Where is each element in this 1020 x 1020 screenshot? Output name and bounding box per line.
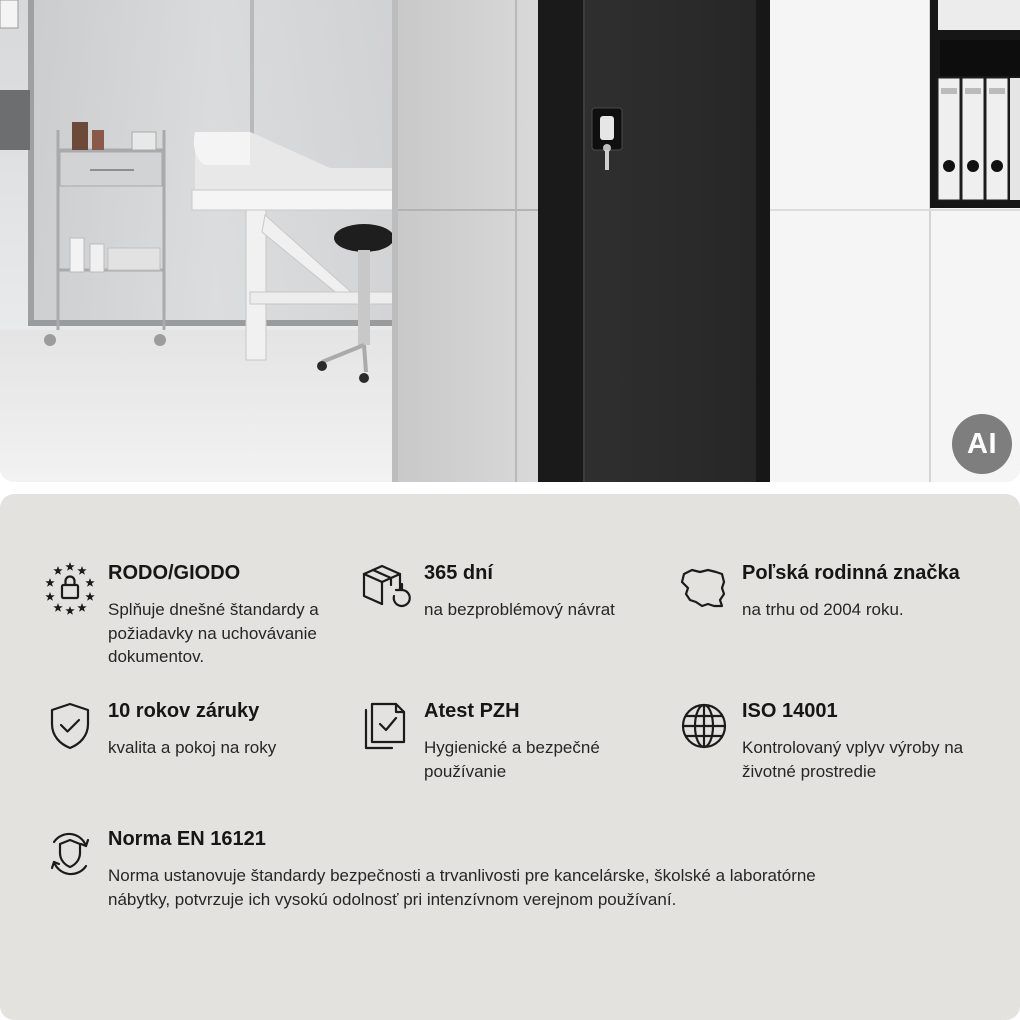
feature-title: Poľská rodinná značka	[742, 562, 960, 584]
feature-10-year-warranty	[42, 698, 342, 778]
feature-365-days	[358, 560, 658, 640]
feature-rodo-giodo	[42, 560, 342, 670]
feature-title: 10 rokov záruky	[108, 700, 260, 722]
box-return-icon	[358, 560, 414, 616]
feature-title: RODO/GIODO	[108, 562, 241, 584]
product-photo	[0, 0, 1020, 482]
poland-map-icon	[676, 560, 732, 616]
eu-stars-lock-icon	[42, 560, 98, 616]
shield-check-icon	[42, 698, 98, 754]
feature-title: ISO 14001	[742, 700, 838, 722]
feature-iso-14001	[676, 698, 996, 788]
shield-cycle-icon	[42, 826, 98, 882]
office-cabinet-scene	[0, 0, 1020, 482]
feature-description: Kontrolovaný vplyv výroby na životné prostredie	[742, 738, 964, 781]
feature-atest-pzh	[358, 698, 658, 788]
feature-description: Splňuje dnešné štandardy a požiadavky na uchovávanie dokumentov.	[108, 600, 319, 666]
feature-polish-family-brand	[676, 560, 996, 640]
feature-title: 365 dní	[424, 562, 493, 584]
feature-norma-en-16121	[42, 826, 982, 926]
feature-description: na bezproblémový návrat	[424, 600, 615, 619]
feature-description: Norma ustanovuje štandardy bezpečnosti a trvanlivosti pre kancelárske, školské a laboratórne nábytky, potvrzuje ich vysokú odolnosť pri intenzívnom verejnom používaní.	[108, 866, 816, 909]
features-panel	[0, 494, 1020, 1020]
feature-description: na trhu od 2004 roku.	[742, 600, 904, 619]
ai-generated-badge: AI	[952, 414, 1012, 474]
documents-check-icon	[358, 698, 414, 754]
feature-description: Hygienické a bezpečné používanie	[424, 738, 600, 781]
feature-description: kvalita a pokoj na roky	[108, 738, 277, 757]
globe-icon	[676, 698, 732, 754]
feature-title: Norma EN 16121	[108, 828, 266, 850]
feature-title: Atest PZH	[424, 700, 520, 722]
